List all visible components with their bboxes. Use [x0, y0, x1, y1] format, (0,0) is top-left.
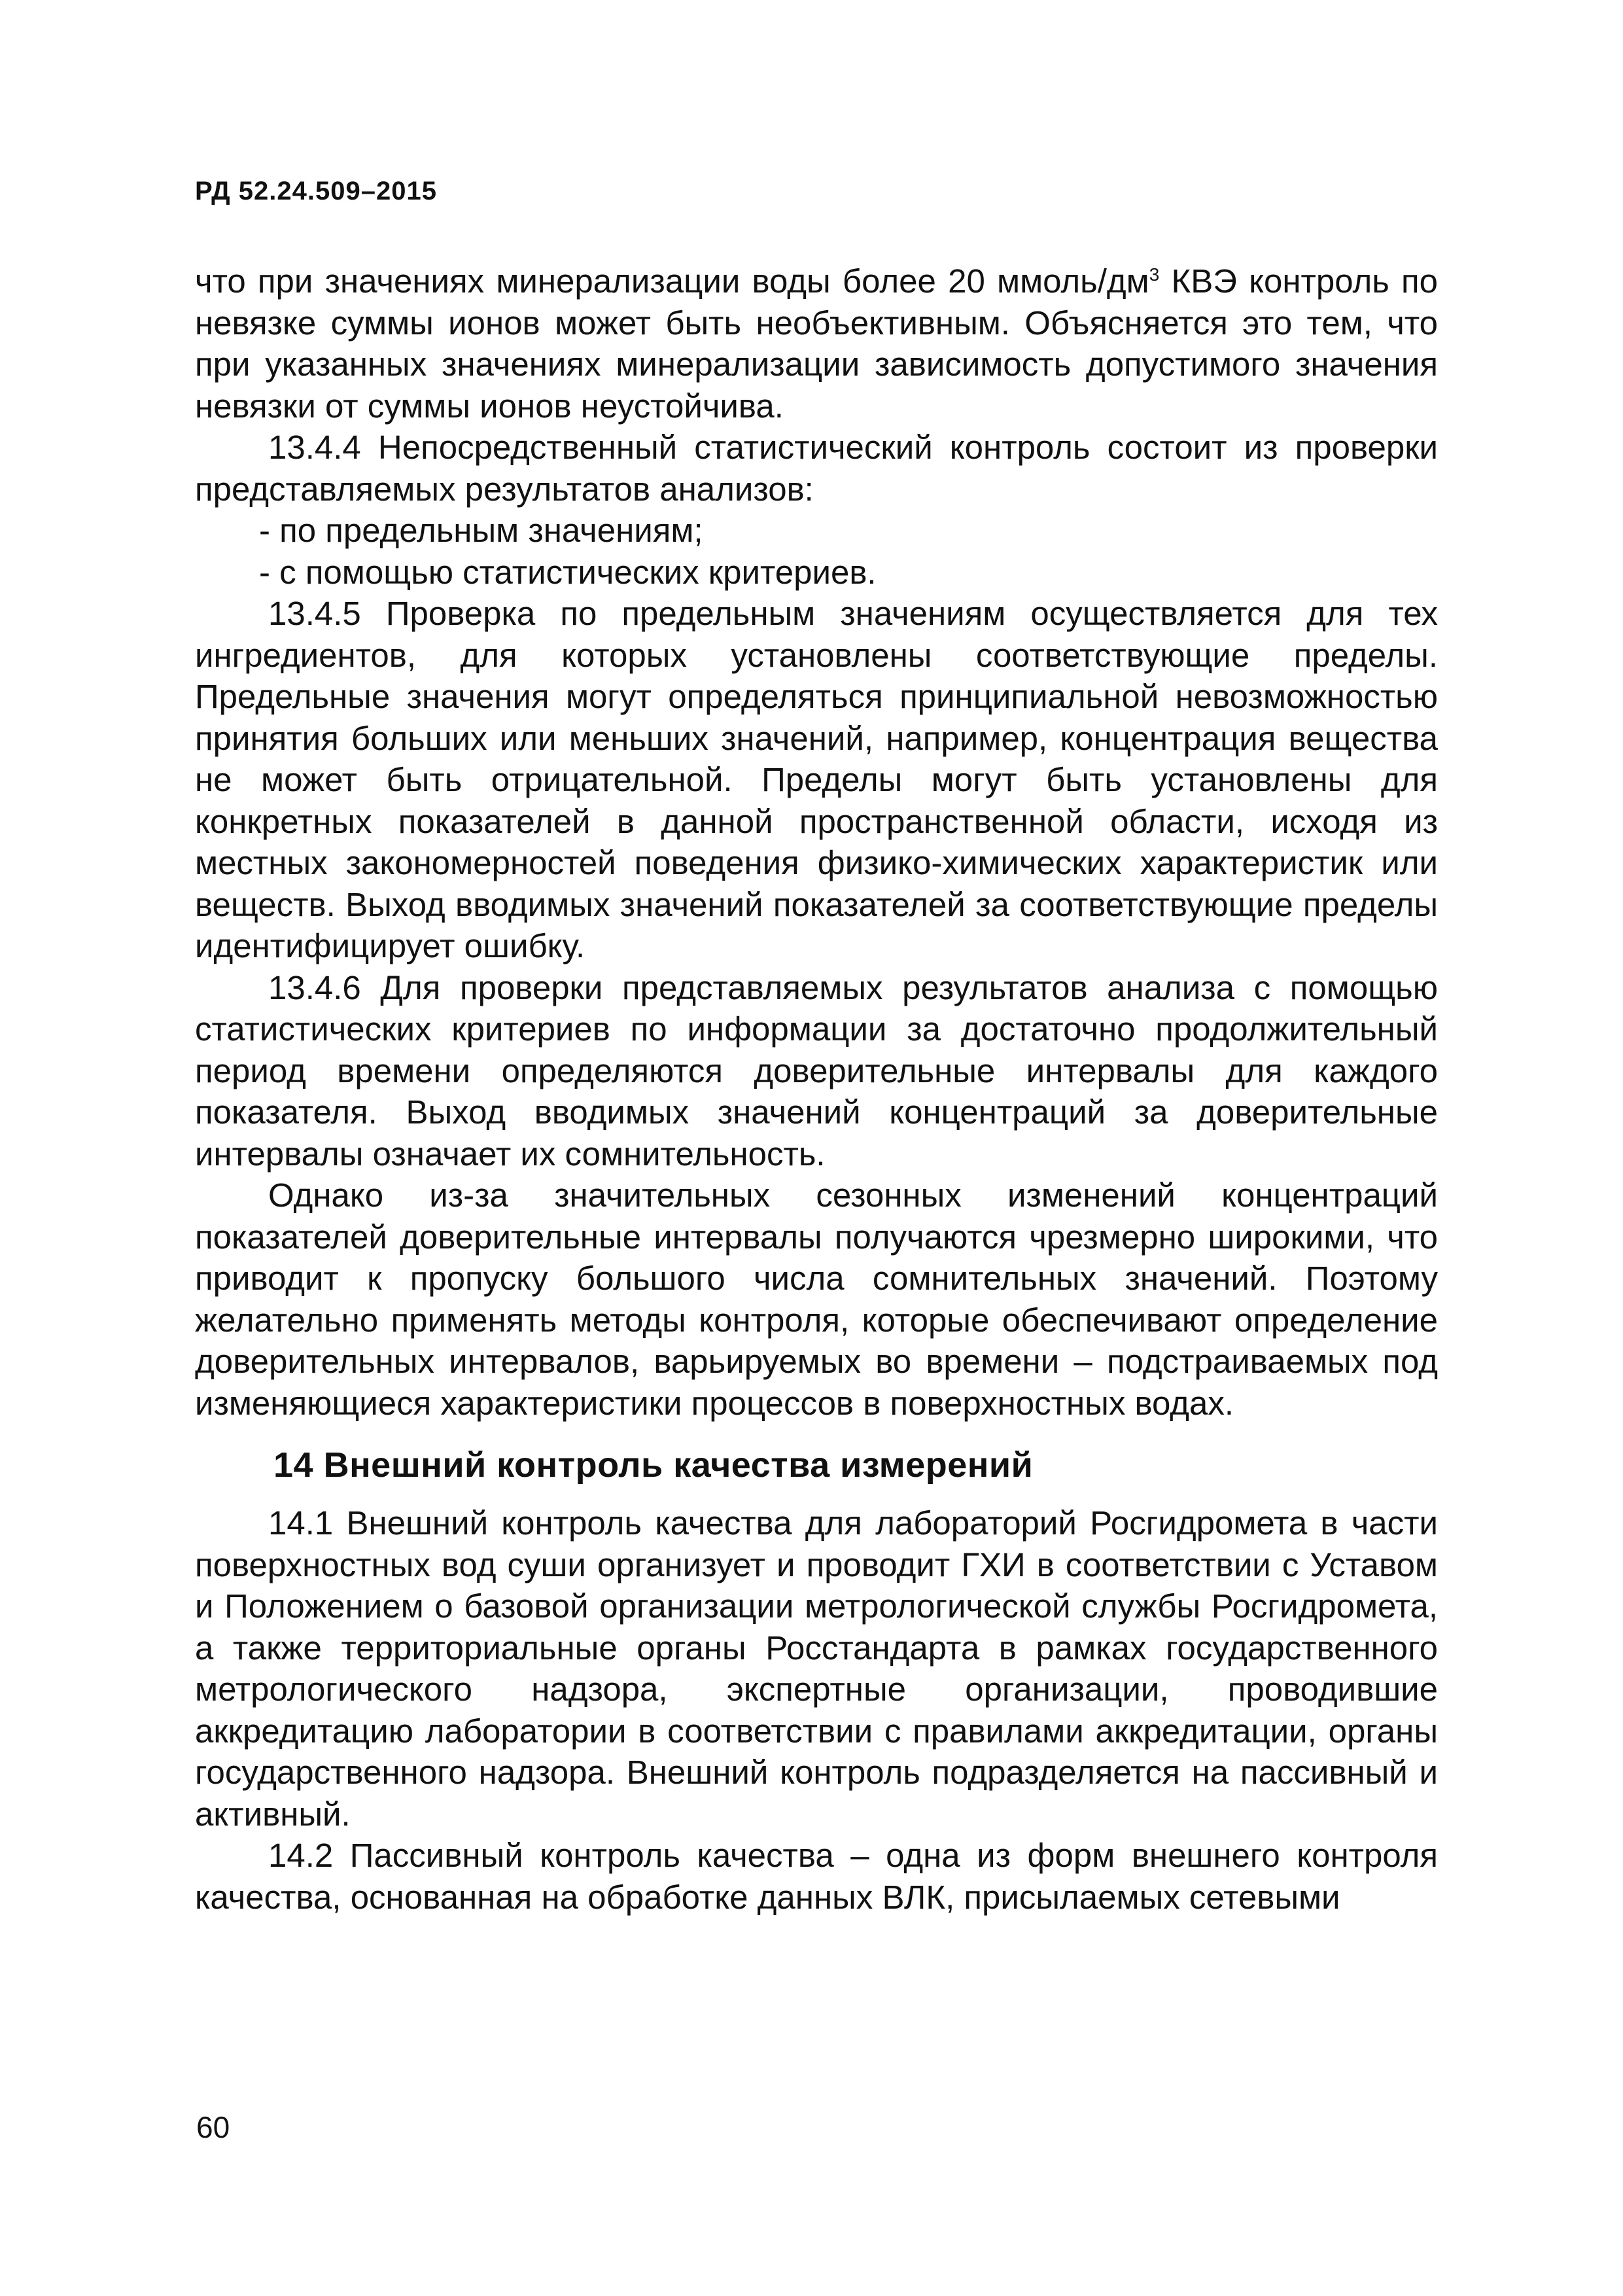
paragraph-14-1: 14.1 Внешний контроль качества для лабораторий Росгидромета в части поверхностных вод суши организует и проводит ГХИ в соответствии с Уставом и Положением о базовой организации метрологической службы Росгидромета, а также территориальные органы Росстандарта в рамках государственного метрологического надзора, экспертные организации, проводившие аккредитацию лаборатории в соответствии с правилами аккредитации, органы государственного надзора. Внешний контроль подразделяется на пассивный и активный. [195, 1504, 1438, 1833]
superscript-cubic: 3 [1149, 264, 1160, 285]
document-code-header: РД 52.24.509–2015 [195, 177, 437, 205]
paragraph-13-4-6: 13.4.6 Для проверки представляемых результатов анализа с помощью статистических критериев по информации за достаточно продолжительный период времени определяются доверительные интервалы для каждого показателя. Выход вводимых значений концентраций за доверительные интервалы означает их сомнительность. [195, 968, 1438, 1173]
list-item-statistical-criteria: - с помощью статистических критериев. [259, 553, 877, 591]
paragraph-mineralization-part2: КВЭ контроль по невязке суммы ионов может быть необъективным. Объясняется это тем, что при указанных значениях минерализации зависимость допустимого значения невязки от суммы ионов неустойчива. [195, 262, 1439, 425]
section-heading-14: 14 Внешний контроль качества измерений [273, 1445, 1034, 1485]
document-body [195, 260, 1438, 1918]
paragraph-13-4-5: 13.4.5 Проверка по предельным значениям осуществляется для тех ингредиентов, для которых установлены соответствующие пределы. Предельные значения могут определяться принципиальной невозможностью принятия больших или меньших значений, например, концентрация вещества не может быть отрицательной. Пределы могут быть установлены для конкретных показателей в данной пространственной области, исходя из местных закономерностей поведения физико-химических характеристик или веществ. Выход вводимых значений показателей за соответствующие пределы идентифицирует ошибку. [195, 595, 1438, 964]
list-item-limit-values: - по предельным значениям; [259, 512, 703, 549]
paragraph-seasonal-changes: Однако из-за значительных сезонных изменений концентраций показателей доверительные интервалы получаются чрезмерно широкими, что приводит к пропуску большого числа сомнительных значений. Поэтому желательно применять методы контроля, которые обеспечивают определение доверительных интервалов, варьируемых во времени – подстраиваемых под изменяющиеся характеристики процессов в поверхностных водах. [195, 1176, 1438, 1422]
paragraph-mineralization-part1: что при значениях минерализации воды более 20 ммоль/дм [195, 262, 1149, 300]
paragraph-13-4-4: 13.4.4 Непосредственный статистический контроль состоит из проверки представляемых результатов анализов: [195, 429, 1438, 508]
paragraph-14-2: 14.2 Пассивный контроль качества – одна из форм внешнего контроля качества, основанная на обработке данных ВЛК, присылаемых сетевыми [195, 1837, 1438, 1916]
paragraph-mineralization [195, 260, 1438, 427]
page-number: 60 [196, 2110, 230, 2144]
